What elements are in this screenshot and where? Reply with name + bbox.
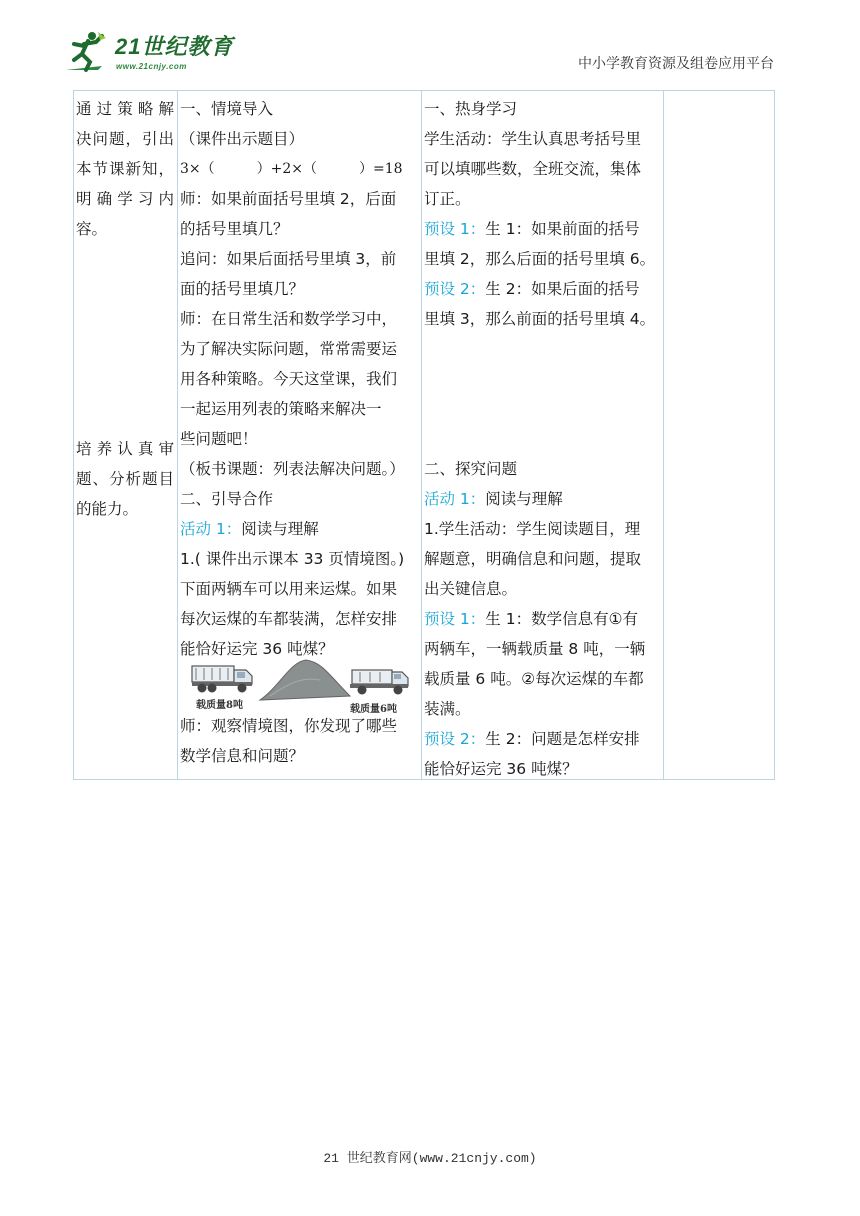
- text-line: 装满。: [424, 700, 471, 718]
- trucks-and-coal-illustration: [190, 656, 420, 716]
- text-line: 出关键信息。: [424, 580, 518, 598]
- text-line: 数学信息和问题？: [180, 747, 305, 765]
- page-footer: 21 世纪教育网(www.21cnjy.com): [323, 1151, 537, 1166]
- preset-text: 生 2：如果后面的括号: [485, 280, 640, 298]
- logo-text: 21世纪教育: [115, 34, 234, 59]
- text-line: 载质量 6 吨。②每次运煤的车都: [424, 670, 644, 688]
- teacher-activity-column: [178, 91, 422, 780]
- text-line: 一起运用列表的策略来解决一: [180, 400, 382, 418]
- goal-line: 决问题，引出: [76, 130, 174, 148]
- activity-line: [424, 484, 563, 514]
- truck-8t-icon: [192, 666, 252, 693]
- preset-label: 预设 2：: [424, 730, 486, 748]
- equation-line: 3×（ ）+2×（ ）=18: [180, 161, 403, 177]
- text-line: 解题意，明确信息和问题，提取: [424, 550, 642, 568]
- activity-title: 阅读与理解: [485, 490, 563, 508]
- text-line: 里填 3，那么前面的括号里填 4。: [424, 310, 656, 328]
- truck2-label: 载质量6吨: [350, 704, 397, 715]
- section-heading: 二、探究问题: [424, 460, 518, 478]
- text-line: 学生活动：学生认真思考括号里: [424, 130, 642, 148]
- text-line: 能恰好运完 36 吨煤？: [180, 640, 334, 658]
- activity-line: [180, 514, 319, 544]
- activity-label: 活动 1：: [180, 520, 242, 538]
- text-line: 两辆车，一辆载质量 8 吨，一辆: [424, 640, 646, 658]
- text-line: （板书课题：列表法解决问题。）: [180, 460, 405, 478]
- activity-label: 活动 1：: [424, 490, 486, 508]
- goal-line: 容。: [76, 220, 108, 238]
- truck1-label: 载质量8吨: [196, 700, 243, 711]
- text-line: 为了解决实际问题，常常需要运: [180, 340, 398, 358]
- table-row: [74, 91, 775, 780]
- text-line: 师：如果前面括号里填 2，后面: [180, 190, 397, 208]
- notes-column: [664, 91, 775, 780]
- preset-label: 预设 2：: [424, 280, 486, 298]
- text-line: 面的括号里填几？: [180, 280, 305, 298]
- section-heading: 一、情境导入: [180, 100, 274, 118]
- preset-line: [424, 604, 638, 634]
- preset-line: [424, 274, 640, 304]
- text-line: 1.学生活动：学生阅读题目，理: [424, 520, 641, 538]
- preset-label: 预设 1：: [424, 610, 486, 628]
- student-activity-column: [422, 91, 664, 780]
- text-line: 追问：如果后面括号里填 3，前: [180, 250, 397, 268]
- text-line: 些问题吧！: [180, 430, 258, 448]
- preset-text: 生 1：数学信息有①有: [485, 610, 638, 628]
- section-heading: 一、热身学习: [424, 100, 518, 118]
- goal-line: 通过策略解: [76, 100, 174, 118]
- preset-label: 预设 1：: [424, 220, 486, 238]
- text-line: 下面两辆车可以用来运煤。如果: [180, 580, 398, 598]
- preset-line: [424, 724, 640, 754]
- preset-text: 生 2：问题是怎样安排: [485, 730, 640, 748]
- preset-line: [424, 214, 640, 244]
- text-line: 1.( 课件出示课本 33 页情境图。): [180, 550, 405, 568]
- goal-column: [74, 91, 178, 780]
- page-header: [0, 0, 860, 90]
- platform-name: 中小学教育资源及组卷应用平台: [578, 56, 774, 72]
- text-line: 能恰好运完 36 吨煤？: [424, 760, 578, 778]
- goal-line: 题、分析题目: [76, 470, 174, 488]
- text-line: （课件出示题目）: [180, 130, 305, 148]
- text-line: 订正。: [424, 190, 471, 208]
- text-line: 师：在日常生活和数学学习中，: [180, 310, 398, 328]
- text-line: 用各种策略。今天这堂课，我们: [180, 370, 398, 388]
- section-heading: 二、引导合作: [180, 490, 274, 508]
- preset-text: 生 1：如果前面的括号: [485, 220, 640, 238]
- goal-line: 明确学习内: [76, 190, 174, 208]
- logo-url: www.21cnjy.com: [116, 62, 187, 71]
- truck-6t-icon: [350, 670, 408, 695]
- goal-line: 培养认真审: [76, 440, 174, 458]
- text-line: 的括号里填几？: [180, 220, 289, 238]
- text-line: 每次运煤的车都装满，怎样安排: [180, 610, 398, 628]
- goal-line: 本节课新知，: [76, 160, 174, 178]
- goal-line: 的能力。: [76, 500, 139, 518]
- text-line: 里填 2，那么后面的括号里填 6。: [424, 250, 656, 268]
- text-line: 可以填哪些数，全班交流，集体: [424, 160, 642, 178]
- activity-title: 阅读与理解: [241, 520, 319, 538]
- text-line: 师：观察情境图，你发现了哪些: [180, 717, 398, 735]
- lesson-plan-table: [73, 90, 775, 780]
